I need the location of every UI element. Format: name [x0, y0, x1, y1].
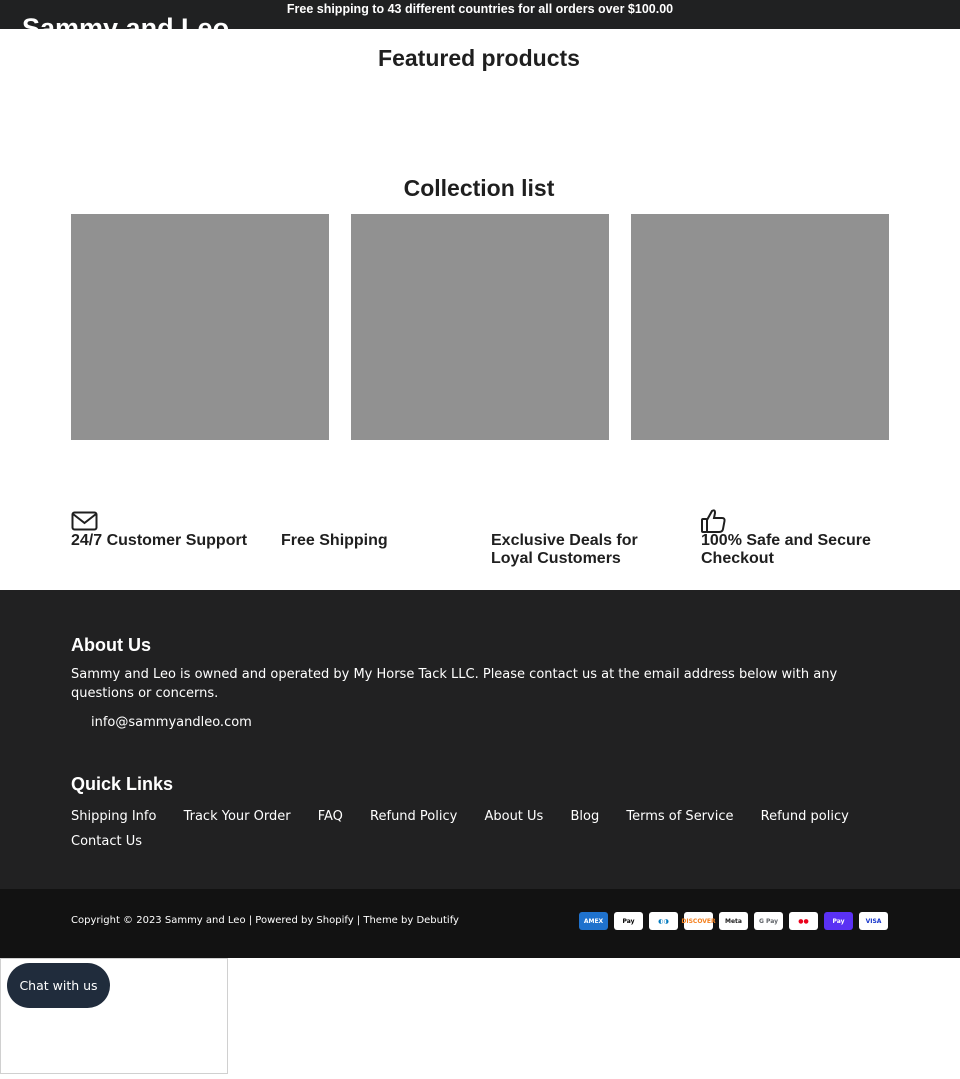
collection-card[interactable]: [71, 214, 329, 440]
envelope-icon: [71, 508, 99, 534]
visa-icon: VISA: [859, 912, 888, 930]
footer-link-refund-policy[interactable]: Refund Policy: [370, 809, 458, 824]
footer-link-about-us[interactable]: About Us: [484, 809, 544, 824]
contact-email[interactable]: info@sammyandleo.com: [91, 715, 252, 730]
footer-link-terms-of-service[interactable]: Terms of Service: [626, 809, 734, 824]
quick-links-heading: Quick Links: [71, 774, 174, 794]
store-logo[interactable]: Sammy and Leo: [22, 13, 230, 43]
thumbs-up-icon: [701, 508, 729, 534]
collection-list-title: Collection list: [403, 175, 555, 201]
amex-icon: AMEX: [579, 912, 608, 930]
apple-pay-icon: Pay: [614, 912, 643, 930]
discover-icon: DISCOVER: [684, 912, 713, 930]
google-pay-icon: G Pay: [754, 912, 783, 930]
footer-link-shipping-info[interactable]: Shipping Info: [71, 809, 157, 824]
quick-links-list: [71, 804, 901, 854]
footer-bottom-bar: [0, 889, 960, 958]
feature-label: 24/7 Customer Support: [71, 532, 248, 549]
meta-pay-icon: Meta: [719, 912, 748, 930]
about-us-text: Sammy and Leo is owned and operated by My Horse Tack LLC. Please contact us at the email address below with any questions or concerns.: [71, 667, 838, 701]
payment-icons: [579, 912, 888, 930]
copyright-text: Copyright © 2023 Sammy and Leo | Powered by Shopify | Theme by Debutify: [71, 915, 459, 926]
feature-label: Exclusive Deals for Loyal Customers: [491, 532, 638, 567]
footer-link-faq[interactable]: FAQ: [317, 809, 343, 824]
shop-pay-icon: Pay: [824, 912, 853, 930]
collection-card[interactable]: [631, 214, 889, 440]
footer-link-blog[interactable]: Blog: [570, 809, 600, 824]
footer: [0, 590, 960, 889]
collection-card[interactable]: [351, 214, 609, 440]
footer-link-refund-policy-2[interactable]: Refund policy: [760, 809, 849, 824]
announcement-text: Free shipping to 43 different countries for all orders over $100.00: [286, 2, 674, 16]
footer-link-contact-us[interactable]: Contact Us: [71, 834, 142, 849]
mastercard-icon: ●●: [789, 912, 818, 930]
feature-label: 100% Safe and Secure Checkout: [701, 532, 871, 567]
about-us-heading: About Us: [71, 635, 151, 655]
diners-club-icon: ◐◑: [649, 912, 678, 930]
chat-with-us-button[interactable]: Chat with us: [7, 963, 110, 1008]
featured-products-title: Featured products: [378, 45, 580, 71]
announcement-bar: [0, 0, 960, 43]
feature-label: Free Shipping: [281, 532, 388, 549]
footer-link-track-order[interactable]: Track Your Order: [183, 809, 291, 824]
chat-widget-frame: [0, 958, 228, 1074]
